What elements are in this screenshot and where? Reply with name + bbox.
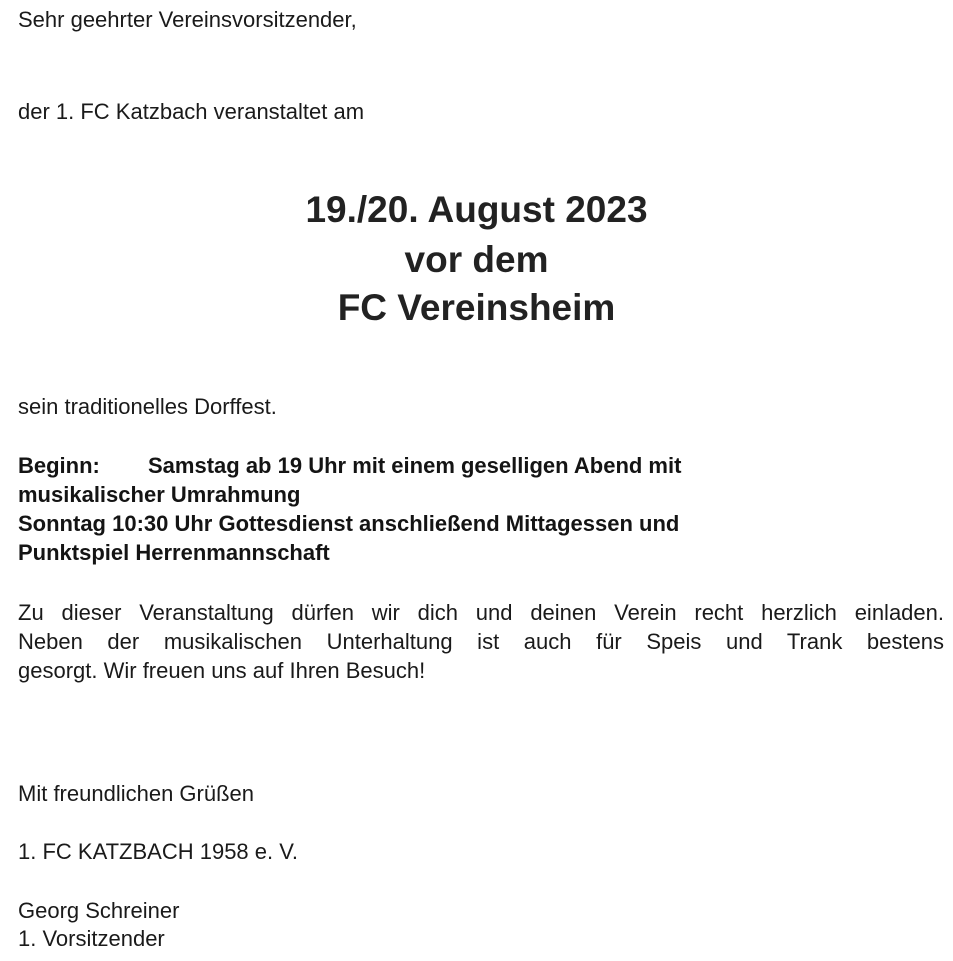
headline-prep: vor dem [404,239,549,280]
event-line: sein traditionelles Dorffest. [18,394,277,419]
signer-name: Georg Schreiner [18,898,180,923]
schedule-saturday: Samstag ab 19 Uhr mit einem geselligen Abend mit [148,453,682,478]
schedule-line-3: Sonntag 10:30 Uhr Gottesdienst anschließend Mittagessen und [18,511,680,536]
schedule-line-2: musikalischer Umrahmung [18,482,301,507]
invitation-line-3: gesorgt. Wir freuen uns auf Ihren Besuch! [18,658,426,683]
closing: Mit freundlichen Grüßen [18,781,254,806]
invitation-paragraph [18,598,944,685]
club-name: 1. FC KATZBACH 1958 e. V. [18,839,299,864]
intro-text: der 1. FC Katzbach veranstaltet am [18,99,365,124]
schedule-label: Beginn: [18,453,100,478]
headline-date: 19./20. August 2023 [305,189,648,230]
invitation-line-1: Zu dieser Veranstaltung dürfen wir dich und deinen Verein recht herzlich einladen. [18,600,944,625]
schedule-line-1 [18,452,681,480]
headline-venue: FC Vereinsheim [337,287,616,328]
schedule-line-4: Punktspiel Herrenmannschaft [18,540,330,565]
salutation: Sehr geehrter Vereinsvorsitzender, [18,7,357,32]
invitation-line-2: Neben der musikalischen Unterhaltung ist auch für Speis und Trank bestens [18,629,944,654]
signer-title: 1. Vorsitzender [18,926,165,951]
